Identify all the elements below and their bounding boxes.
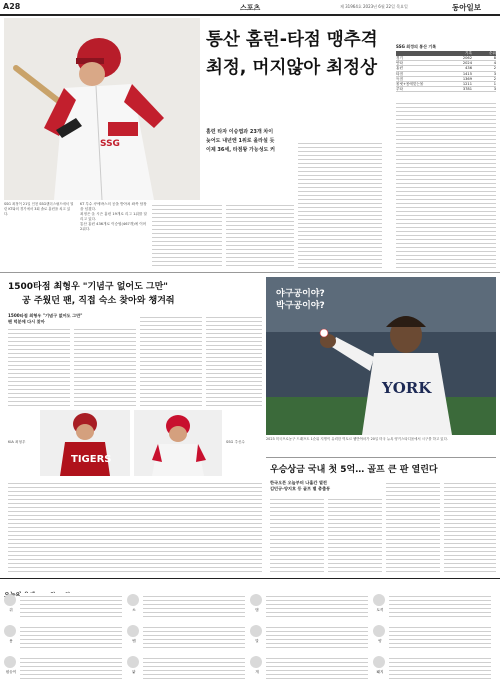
zodiac-icon <box>127 656 139 668</box>
table-cell: 타점 <box>396 71 403 76</box>
table-cell: 3781 <box>462 87 472 92</box>
zodiac-label: 양 <box>378 639 382 643</box>
table-row <box>396 87 496 92</box>
batter-caption: SSG 최정이 21일 인천 SSG랜더스필드에서 열린 KT와의 경기에서 3회 솔로 홈런을 치고 있다. <box>4 202 74 216</box>
svg-text:TIGERS: TIGERS <box>71 454 112 465</box>
page-number: A28 <box>3 2 21 11</box>
table-header: 순위 <box>489 51 496 55</box>
table-cell: 2062 <box>462 56 472 60</box>
fortune-entry <box>4 592 124 621</box>
fortune-text <box>266 593 368 620</box>
mid-left-body-lower <box>8 480 262 572</box>
header-rule <box>0 14 500 16</box>
zodiac-icon <box>373 625 385 637</box>
table-header: 기록 <box>465 51 472 55</box>
lead-line: 1500타점 최형우 "기념구 없어도 그만" <box>8 313 83 318</box>
fortune-entry <box>127 592 247 621</box>
table-cell: 3 <box>493 87 496 92</box>
fortune-text <box>266 624 368 651</box>
top-story-body-col1 <box>80 202 148 268</box>
table-cell: 1 <box>493 81 496 86</box>
zodiac-label: 쥐 <box>9 608 13 612</box>
fortune-text <box>20 593 122 620</box>
table-cell: 2 <box>493 66 496 71</box>
lead-line: 한국오픈 오늘부터 나흘간 열전 <box>270 480 327 485</box>
zodiac-icon <box>4 594 16 606</box>
player-photo-kia <box>40 410 130 476</box>
ssg-caption: SSG 추신수 <box>226 440 245 444</box>
paper-name: 동아일보 <box>452 3 481 12</box>
top-story-title: 통산 홈런-타점 맹추격 <box>206 30 378 50</box>
fortune-text <box>389 655 491 682</box>
fortune-text <box>20 655 122 682</box>
table-cell: 436 <box>465 66 472 71</box>
golf-title: 우승상금 국내 첫 5억… 골프 큰 판 열린다 <box>270 465 438 475</box>
lead-line-1: 홈런 타자 이승엽과 23개 차이 <box>206 129 274 135</box>
zodiac-icon <box>250 594 262 606</box>
lead-line: 팬 덕분에 다시 찾아 <box>8 319 45 324</box>
section-name: 스포츠 <box>240 4 261 12</box>
fortune-text <box>389 593 491 620</box>
body-line: KT 투수 쿠에바스의 공을 받아쳐 좌측 담장을 넘겼다. <box>80 202 147 211</box>
top-story-subtitle: 최정, 머지않아 최정상 <box>206 58 377 78</box>
table-cell: 볼넷+몸에맞는볼 <box>396 81 424 86</box>
kia-caption: KIA 최형우 <box>8 440 26 444</box>
zodiac-label: 닭 <box>132 670 136 674</box>
golf-body-2 <box>328 496 382 572</box>
mid-left-body-4 <box>206 314 262 406</box>
table-cell: 1211 <box>462 81 472 86</box>
zodiac-label: 말 <box>255 639 259 643</box>
lead-line: 김민규-양지호 등 골프 별 총출동 <box>270 486 331 491</box>
zodiac-icon <box>127 625 139 637</box>
body-col3 <box>226 202 294 268</box>
fortune-text <box>389 624 491 651</box>
zodiac-icon <box>373 594 385 606</box>
mid-left-body-3 <box>140 314 202 406</box>
golf-body-3 <box>386 480 440 572</box>
table-cell: 2 <box>493 76 496 81</box>
svg-text:YORK: YORK <box>382 379 432 397</box>
table-cell: 루타 <box>396 87 403 92</box>
fortune-text <box>20 624 122 651</box>
table-cell: 1415 <box>462 71 472 76</box>
fortune-entry <box>373 592 493 621</box>
zodiac-label: 뱀 <box>132 639 136 643</box>
zodiac-icon <box>250 625 262 637</box>
record-table <box>396 44 496 94</box>
mid-left-body-2 <box>74 326 136 406</box>
table-cell: 안타 <box>396 61 403 66</box>
mid-left-body-1 <box>8 326 70 406</box>
fortune-header <box>4 582 304 590</box>
fortune-text <box>143 624 245 651</box>
table-cell: 3 <box>493 71 496 76</box>
zodiac-icon <box>250 656 262 668</box>
zodiac-label: 원숭이 <box>5 670 17 674</box>
zodiac-icon <box>4 625 16 637</box>
issue-info: 제 31964호 2023년 6월 22일 목요일 <box>340 4 408 9</box>
table-cell: 8 <box>493 56 496 60</box>
fortune-grid <box>4 592 496 687</box>
table-cell: 1369 <box>462 76 472 81</box>
body-col5 <box>396 100 496 268</box>
zodiac-label: 토끼 <box>376 608 384 612</box>
top-story-lead <box>206 128 296 155</box>
zodiac-icon <box>373 656 385 668</box>
zodiac-icon <box>127 594 139 606</box>
fortune-entry <box>127 623 247 652</box>
fortune-text <box>143 655 245 682</box>
fortune-entry <box>4 623 124 652</box>
fortune-entry <box>373 623 493 652</box>
fortune-rule <box>0 578 500 579</box>
golf-body-1 <box>270 496 324 572</box>
fortune-entry <box>373 654 493 683</box>
divider <box>266 457 496 458</box>
table-cell: 득점 <box>396 76 403 81</box>
fortune-text <box>266 655 368 682</box>
divider <box>0 272 500 273</box>
mid-left-subtitle: 공 주웠던 팬, 직접 숙소 찾아와 챙겨줘 <box>22 296 175 306</box>
record-table-title: SSG 최정의 통산 기록 <box>396 44 437 49</box>
wembanyama-caption: 2023 미국프로농구 드래프트 1순위 지명이 유력한 빅토르 웹반야마가 20일 미국 뉴욕 양키스타디움에서 시구를 하고 있다. <box>266 437 448 441</box>
zodiac-label: 범 <box>255 608 259 612</box>
quote-1: 야구공이야? <box>276 289 325 299</box>
fortune-entry <box>127 654 247 683</box>
mid-left-title: 1500타점 최형우 "기념구 없어도 그만" <box>8 282 168 292</box>
fortune-text <box>143 593 245 620</box>
table-cell: 2024 <box>462 61 472 66</box>
player-photo-ssg <box>134 410 222 476</box>
zodiac-label: 돼지 <box>376 670 384 674</box>
table-cell: 4 <box>493 61 496 66</box>
page-header <box>0 0 500 14</box>
lead-line-3: 이제 36세, 타점왕 가능성도 커 <box>206 147 275 153</box>
mid-left-lead <box>8 313 118 325</box>
svg-text:SSG: SSG <box>100 139 120 149</box>
body-line: 최정은 올 시즌 홈런 19개로 리그 1위를 달리고 있다. <box>80 212 147 221</box>
zodiac-label: 소 <box>132 608 136 612</box>
fortune-entry <box>250 623 370 652</box>
batter-photo <box>4 18 200 200</box>
lead-line-2: 늦어도 내년엔 1위로 올라설 듯 <box>206 138 275 144</box>
quote-2: 박구공이야? <box>276 301 325 311</box>
fortune-entry <box>250 592 370 621</box>
body-line: 통산 홈런 436개로 이승엽(467개)에 이어 2위다. <box>80 222 147 231</box>
table-cell: 경기 <box>396 56 403 60</box>
golf-lead <box>270 480 390 492</box>
zodiac-icon <box>4 656 16 668</box>
fortune-entry <box>250 654 370 683</box>
golf-body-4 <box>444 480 496 572</box>
body-col2 <box>152 202 222 268</box>
zodiac-label: 용 <box>9 639 13 643</box>
table-cell: 홈런 <box>396 66 403 71</box>
fortune-entry <box>4 654 124 683</box>
body-col4 <box>298 140 382 268</box>
zodiac-label: 개 <box>255 670 259 674</box>
